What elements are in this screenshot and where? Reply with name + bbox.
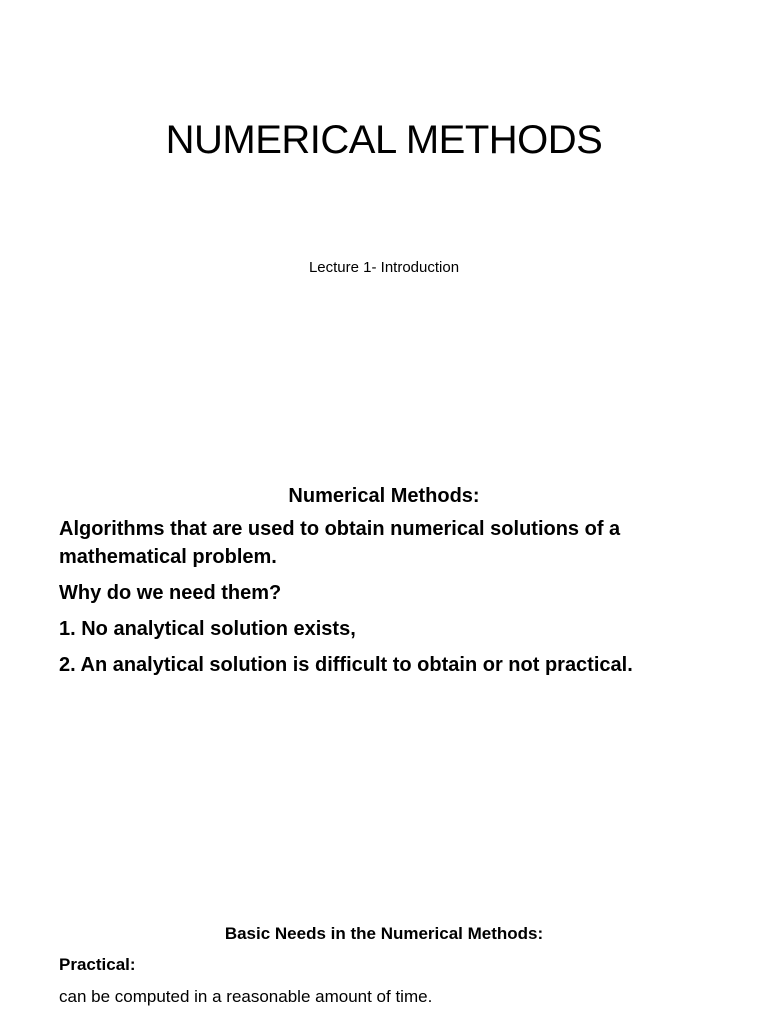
practical-label: Practical:: [59, 955, 136, 974]
definition-heading: Numerical Methods:: [288, 485, 480, 507]
definition-line: Why do we need them?: [59, 582, 282, 604]
slide-title: [0, 0, 768, 440]
practical-text: can be computed in a reasonable amount of time.: [59, 987, 433, 1006]
slide-subtitle: Lecture 1- Introduction: [308, 259, 460, 276]
definition-line: 1. No analytical solution exists,: [59, 618, 356, 640]
slide-definition: [0, 440, 768, 900]
definition-line: Algorithms that are used to obtain numerical solutions of a mathematical problem.: [59, 518, 621, 568]
definition-body: [59, 515, 729, 687]
slide-basic-needs: [0, 900, 768, 1024]
definition-line: 2. An analytical solution is difficult to obtain or not practical.: [59, 654, 633, 676]
basic-needs-heading: Basic Needs in the Numerical Methods:: [224, 924, 544, 943]
slide-title-heading: NUMERICAL METHODS: [165, 118, 603, 162]
